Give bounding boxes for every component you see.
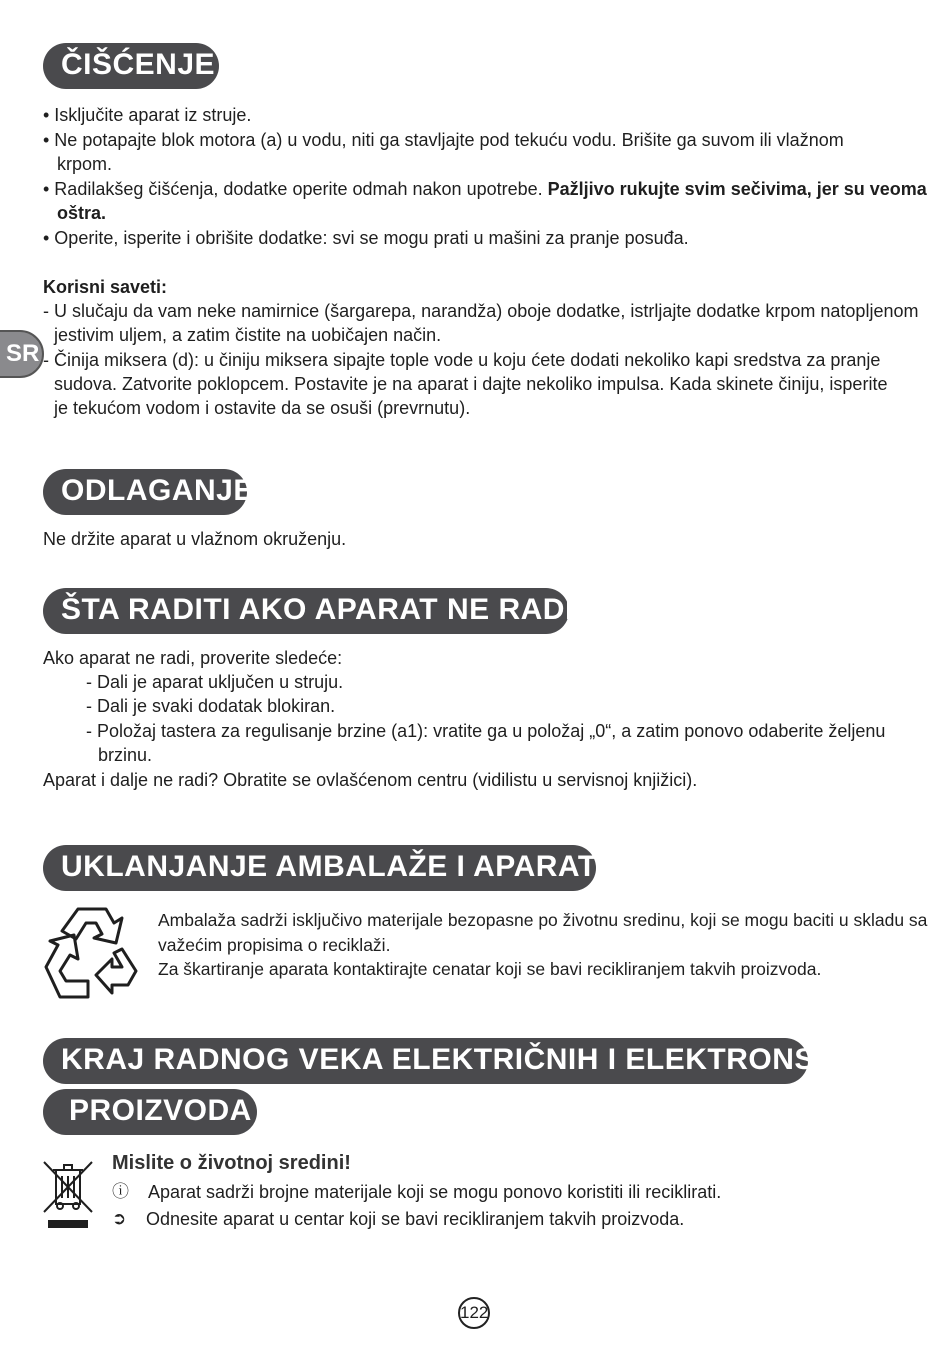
disposal-text-1-cont: važećim propisima o reciklaži. (158, 935, 391, 955)
tips-title (43, 275, 167, 300)
tips-title-text: Korisni saveti: (43, 277, 168, 297)
section-title-weee-line1: KRAJ RADNOG VEKA ELEKTRIČNIH I ELEKTRONSKIH (43, 1038, 808, 1084)
troubleshooting-check-3: - Položaj tastera za regulisanje brzine (a1): vratite ga u položaj „0“, a zatim ponovo odaberite željenu (86, 721, 886, 741)
weee-arrow-text: Odnesite aparat u centar koji se bavi recikliranjem takvih proizvoda. (146, 1209, 685, 1229)
tip-2: - Činija miksera (d): u činiju miksera sipajte tople vode u koju ćete dodati nekoliko kapi sredstva za pranje (43, 350, 881, 370)
cleaning-bullet-2-cont: krpom. (57, 154, 113, 174)
section-title-cleaning: ČIŠĆENJE (43, 43, 219, 89)
page-number: 122 (458, 1297, 490, 1329)
tip-2-cont-2: je tekućom vodom i ostavite da se osuši (prevrnutu). (54, 398, 471, 418)
disposal-text-2: Za škartiranje aparata kontaktirajte cenatar koji se bavi recikliranjem takvih proizvoda. (158, 959, 822, 979)
section-title-disposal: UKLANJANJE AMBALAŽE I APARATA (43, 845, 596, 891)
cleaning-bullet-3-warning: Pažljivo rukujte svim sečivima, jer su veoma (547, 179, 927, 199)
weee-info-icon: ⓘ (112, 1182, 129, 1201)
cleaning-bullet-2: • Ne potapajte blok motora (a) u vodu, niti ga stavljajte pod tekuću vodu. Brišite ga suvom ili vlažnom (43, 130, 844, 150)
weee-subtitle (112, 1151, 351, 1176)
section-title-weee-line2: PROIZVODA (43, 1089, 257, 1135)
tip-1-cont: jestivim uljem, a zatim čistite na uobičajen način. (54, 325, 442, 345)
tip-1: - U slučaju da vam neke namirnice (šargarepa, narandža) oboje dodatke, istrljajte dodatke krpom natopljenom (43, 301, 919, 321)
cleaning-bullet-4: • Operite, isperite i obrišite dodatke: svi se mogu prati u mašini za pranje posuđa. (43, 228, 689, 248)
disposal-text-1: Ambalaža sadrži isključivo materijale bezopasne po životnu sredinu, koji se mogu baciti u skladu sa (158, 910, 928, 930)
troubleshooting-check-1: - Dali je aparat uključen u struju. (86, 672, 344, 692)
recycle-icon (42, 905, 146, 1001)
storage-text: Ne držite aparat u vlažnom okruženju. (43, 529, 347, 549)
language-tab: SR (0, 330, 44, 378)
weee-arrow-icon: ➲ (112, 1209, 127, 1228)
weee-subtitle-text: Mislite o životnoj sredini! (112, 1152, 351, 1174)
troubleshooting-check-3-cont: brzinu. (98, 745, 153, 765)
troubleshooting-check-2: - Dali je svaki dodatak blokiran. (86, 696, 336, 716)
troubleshooting-intro: Ako aparat ne radi, proverite sledeće: (43, 648, 343, 668)
cleaning-bullet-3-text: • Radilakšeg čišćenja, dodatke operite odmah nakon upotrebe. (43, 179, 548, 199)
cleaning-bullet-3-cont (43, 201, 106, 226)
section-title-storage: ODLAGANJE (43, 469, 247, 515)
weee-info-text: Aparat sadrži brojne materijale koji se mogu ponovo koristiti ili reciklirati. (148, 1182, 722, 1202)
cleaning-bullet-3-warning-cont: oštra. (57, 203, 107, 223)
cleaning-bullet-3 (43, 177, 927, 202)
crossed-bin-icon (42, 1158, 94, 1232)
cleaning-bullet-1: • Isključite aparat iz struje. (43, 105, 252, 125)
section-title-troubleshooting: ŠTA RADITI AKO APARAT NE RADI? (43, 588, 569, 634)
troubleshooting-outro: Aparat i dalje ne radi? Obratite se ovlašćenom centru (vidilistu u servisnoj knjižici). (43, 770, 698, 790)
tip-2-cont-1: sudova. Zatvorite poklopcem. Postavite je na aparat i dajte nekoliko impulsa. Kada skinete činiju, isperite (54, 374, 888, 394)
